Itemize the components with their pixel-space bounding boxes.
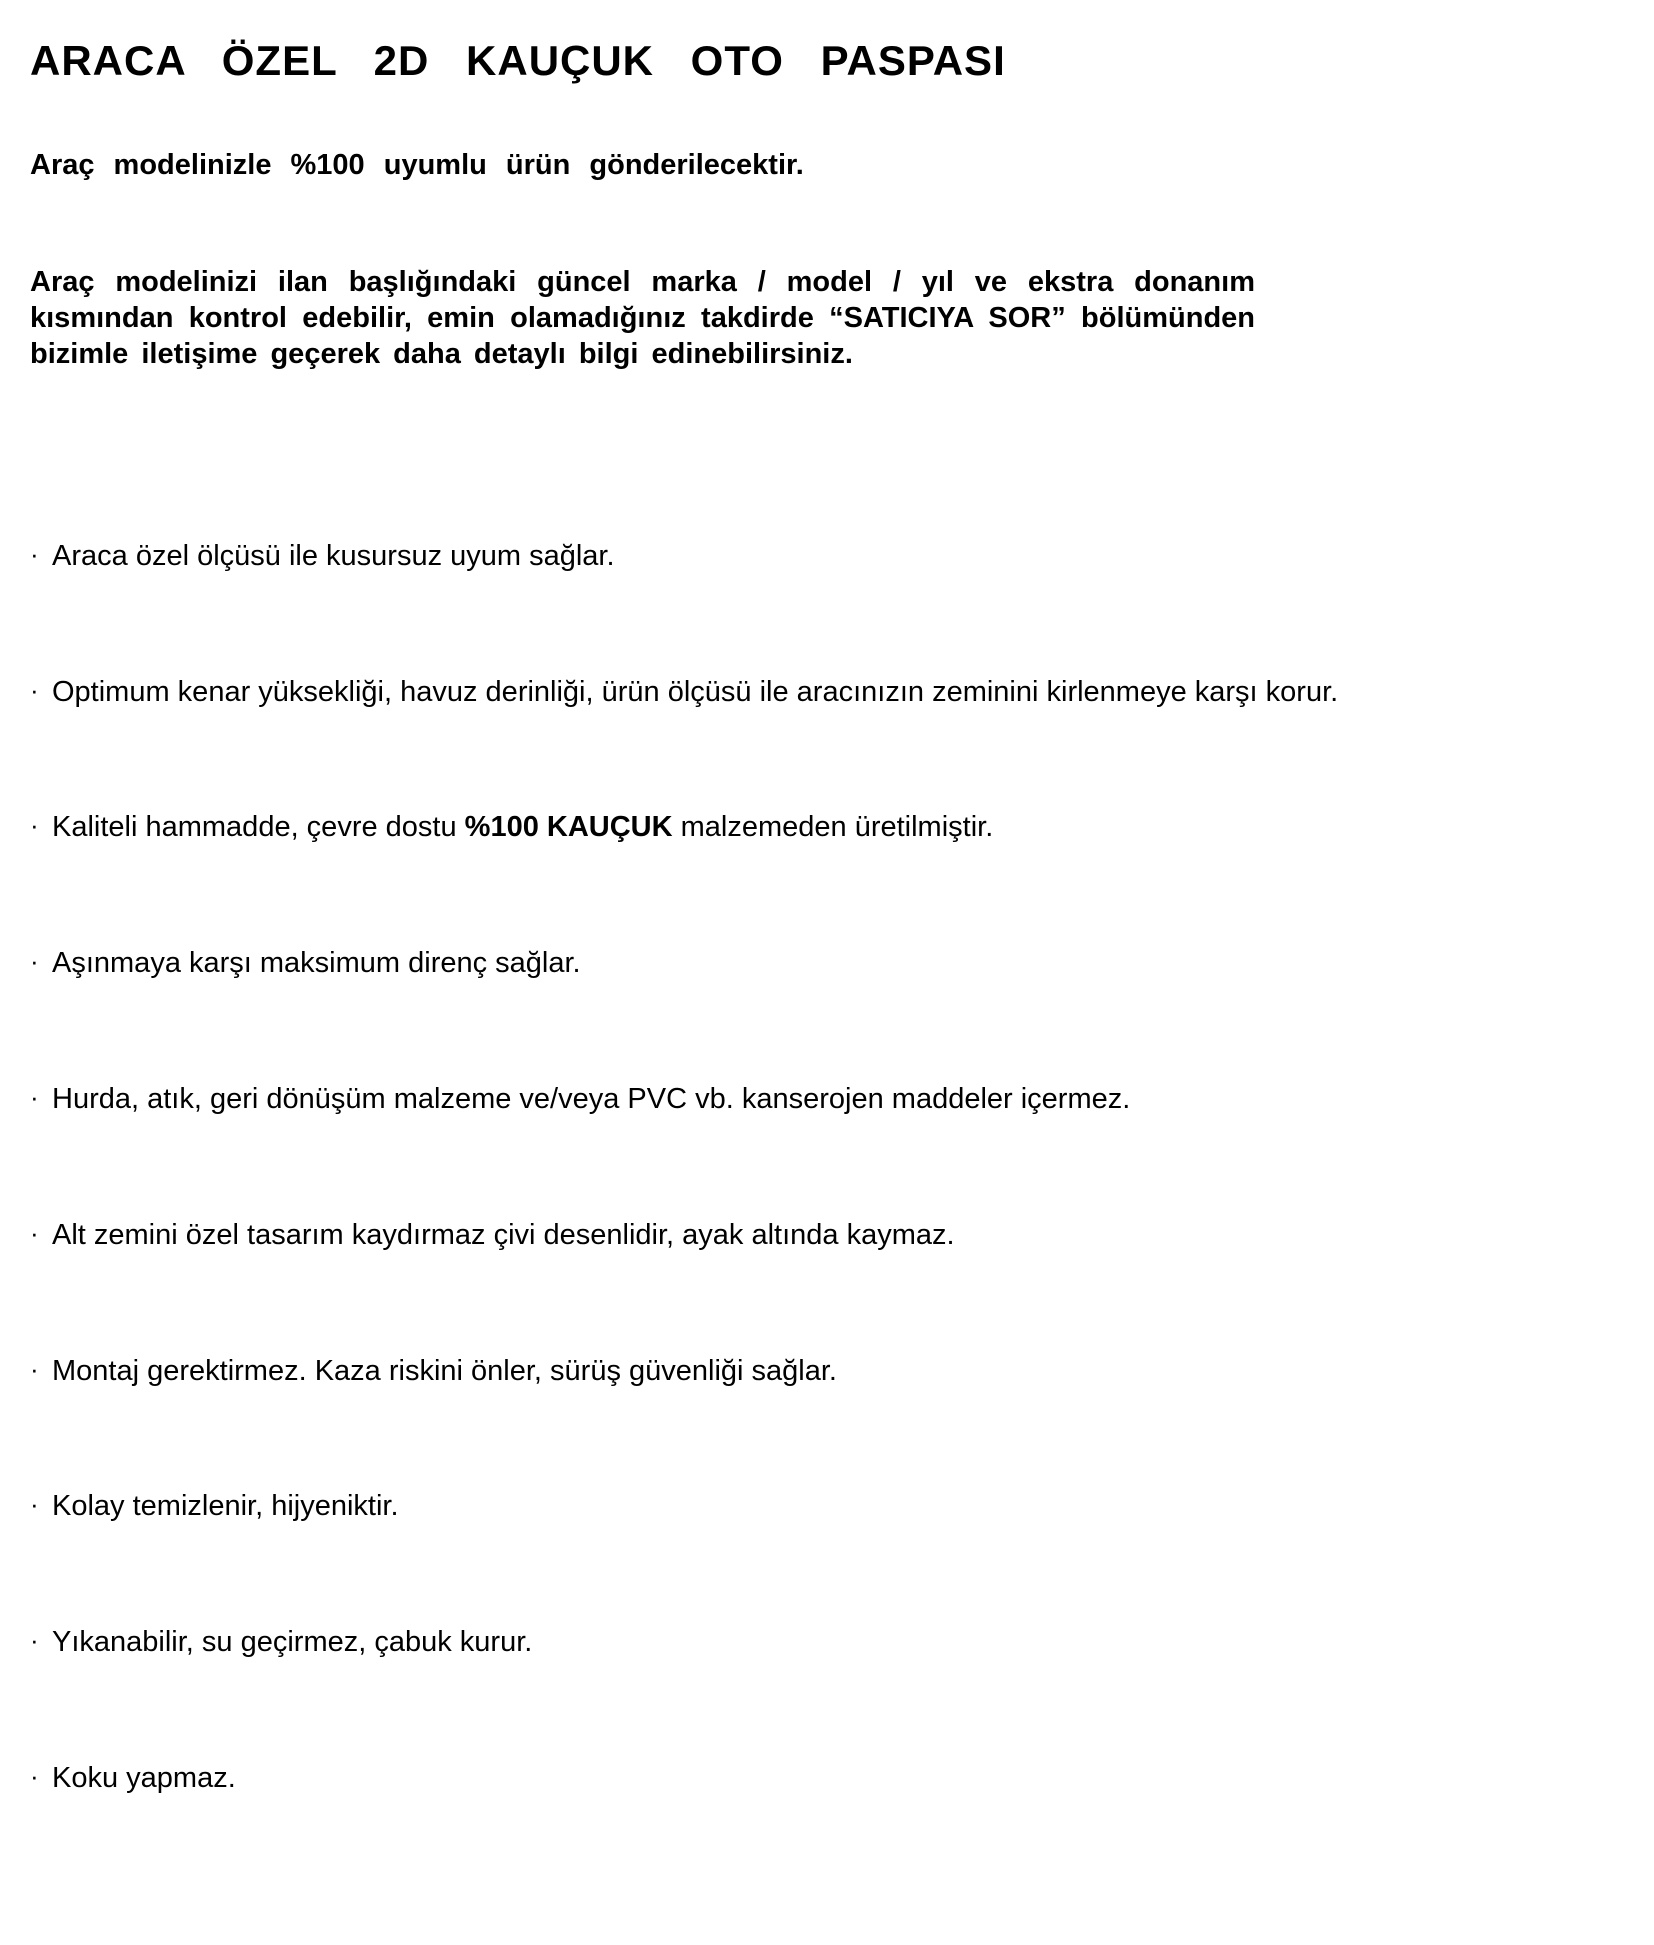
bullet-icon: · — [30, 1217, 39, 1248]
list-item — [30, 810, 1624, 845]
model-check-paragraph: Araç modelinizi ilan başlığındaki güncel marka / model / yıl ve ekstra donanım kısmından kontrol edebilir, emin olamadığınız takdirde “SATICIYA SOR” bölümünden bizimle iletişime geçerek daha detaylı bilgi edinebilirsiniz. — [30, 265, 1255, 370]
list-item-text: Aşınmaya karşı maksimum direnç sağlar. — [52, 947, 581, 980]
list-item-text: Araca özel ölçüsü ile kusursuz uyum sağlar. — [52, 539, 615, 572]
compatibility-statement: Araç modelinizle %100 uyumlu ürün gönderilecektir. — [30, 149, 804, 182]
list-item — [30, 1082, 1624, 1117]
list-item-text-bold: %100 KAUÇUK — [464, 811, 673, 844]
list-item-text-prefix: Kaliteli hammadde, çevre dostu — [52, 811, 465, 844]
list-item-text: Kolay temizlenir, hijyeniktir. — [52, 1490, 399, 1523]
bullet-icon: · — [30, 1353, 39, 1384]
list-item-text: Montaj gerektirmez. Kaza riskini önler, sürüş güvenliği sağlar. — [52, 1354, 837, 1387]
list-item — [30, 1761, 1624, 1796]
feature-list — [30, 539, 1624, 1796]
list-item — [30, 1489, 1624, 1524]
bullet-icon: · — [30, 1761, 39, 1792]
list-item — [30, 1218, 1624, 1253]
list-item-text: Optimum kenar yüksekliği, havuz derinliği, ürün ölçüsü ile aracınızın zeminini kirlenmeye karşı korur. — [52, 675, 1339, 708]
list-item-text: Koku yapmaz. — [52, 1762, 236, 1795]
bullet-icon: · — [30, 538, 39, 569]
page-title: ARACA ÖZEL 2D KAUÇUK OTO PASPASI — [30, 37, 1006, 84]
list-item-text-suffix: malzemeden üretilmiştir. — [672, 811, 994, 844]
bullet-icon: · — [30, 1625, 39, 1656]
list-item — [30, 675, 1624, 710]
list-item — [30, 1354, 1624, 1389]
list-item-text: Hurda, atık, geri dönüşüm malzeme ve/veya PVC vb. kanserojen maddeler içermez. — [52, 1083, 1131, 1116]
list-item-text — [52, 810, 1624, 845]
bullet-icon: · — [30, 674, 39, 705]
bullet-icon: · — [30, 1082, 39, 1113]
bullet-icon: · — [30, 946, 39, 977]
list-item — [30, 539, 1624, 574]
bullet-icon: · — [30, 1489, 39, 1520]
list-item-text: Yıkanabilir, su geçirmez, çabuk kurur. — [52, 1626, 533, 1659]
bullet-icon: · — [30, 810, 39, 841]
list-item — [30, 1625, 1624, 1660]
list-item — [30, 946, 1624, 981]
list-item-text: Alt zemini özel tasarım kaydırmaz çivi desenlidir, ayak altında kaymaz. — [52, 1218, 955, 1251]
